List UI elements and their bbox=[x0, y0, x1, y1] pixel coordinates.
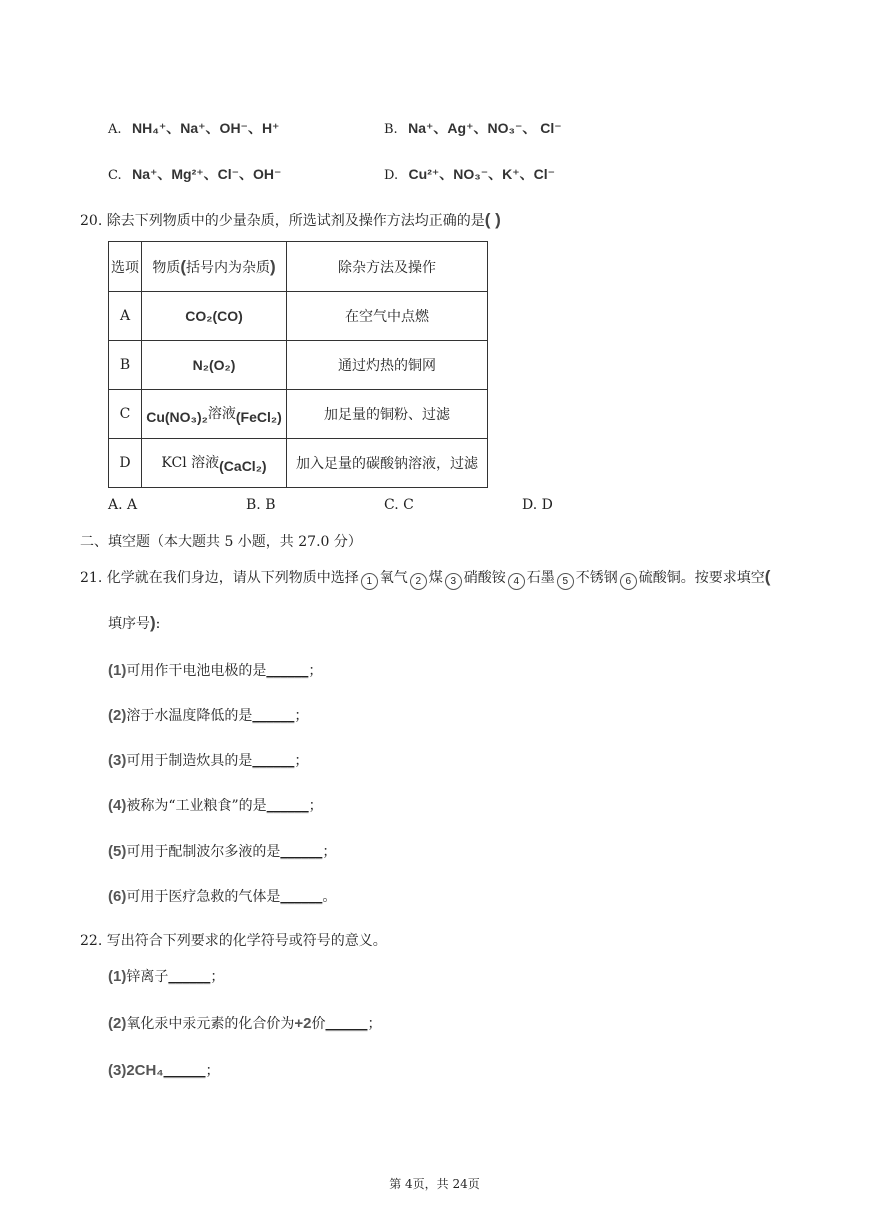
row-option: A bbox=[109, 292, 142, 341]
option-letter: C. bbox=[108, 168, 122, 183]
row-option: D bbox=[109, 439, 142, 488]
q20-stem bbox=[80, 210, 501, 230]
q21-stem: 21. 化学就在我们身边，请从下列物质中选择 1 氧气 2 煤 3 硝酸铵 4 石墨 5 不锈钢 6 硫酸铜。按要求填空( bbox=[80, 567, 770, 590]
row-substance: N₂(O₂) bbox=[142, 341, 287, 390]
q21-sub-1: (1)可用作干电池电极的是______； bbox=[108, 662, 323, 679]
q19-option-a bbox=[108, 118, 279, 138]
q21-sub-4: (4)被称为“工业粮食”的是______； bbox=[108, 797, 323, 814]
row-substance: KCl 溶液(CaCl₂) bbox=[142, 439, 287, 488]
q21-sub-2: (2)溶于水温度降低的是______； bbox=[108, 707, 309, 724]
q21-sub-5: (5)可用于配制波尔多液的是______； bbox=[108, 843, 337, 860]
q22-sub-1: (1)锌离子______； bbox=[108, 968, 225, 985]
row-method: 加足量的铜粉、过滤 bbox=[287, 390, 488, 439]
option-letter: B. bbox=[384, 122, 398, 137]
q22-sub-2: (2)氧化汞中汞元素的化合价为+2价______； bbox=[108, 1015, 382, 1032]
option-letter: A. bbox=[108, 122, 122, 137]
q20-answer-a: A. A bbox=[108, 497, 138, 513]
circled-number: 2 bbox=[410, 573, 427, 590]
row-method: 加入足量的碳酸钠溶液，过滤 bbox=[287, 439, 488, 488]
circled-number: 4 bbox=[508, 573, 525, 590]
circled-number: 1 bbox=[361, 573, 378, 590]
section-heading: 二、填空题（本大题共 5 小题，共 27.0 分） bbox=[80, 534, 362, 550]
header-option: 选项 bbox=[109, 242, 142, 292]
q19-option-d bbox=[384, 164, 555, 184]
q20-answer-c: C. C bbox=[384, 497, 414, 513]
table-row bbox=[109, 341, 488, 390]
table-row bbox=[109, 439, 488, 488]
q21-sub-6: (6)可用于医疗急救的气体是______。 bbox=[108, 888, 337, 905]
q20-answer-d: D. D bbox=[522, 497, 553, 513]
circled-number: 3 bbox=[445, 573, 462, 590]
q22-sub-3: (3)2CH₄______； bbox=[108, 1062, 220, 1079]
answer-paren: ( ) bbox=[484, 210, 501, 229]
q19-option-c bbox=[108, 164, 281, 184]
row-substance: CO₂(CO) bbox=[142, 292, 287, 341]
q20-table bbox=[108, 241, 488, 488]
header-substance: 物质(括号内为杂质) bbox=[142, 242, 287, 292]
question-text: 20. 除去下列物质中的少量杂质，所选试剂及操作方法均正确的是 bbox=[80, 213, 485, 229]
header-method: 除杂方法及操作 bbox=[287, 242, 488, 292]
circled-number: 5 bbox=[557, 573, 574, 590]
q21-sub-3: (3)可用于制造炊具的是______； bbox=[108, 752, 309, 769]
option-ions: Na⁺、Ag⁺、NO₃⁻、 Cl⁻ bbox=[408, 120, 562, 136]
q20-answer-b: B. B bbox=[246, 497, 276, 513]
option-letter: D. bbox=[384, 168, 399, 183]
q22-stem: 22. 写出符合下列要求的化学符号或符号的意义。 bbox=[80, 933, 387, 949]
row-option: B bbox=[109, 341, 142, 390]
valence: +2 bbox=[294, 1015, 312, 1032]
table-row bbox=[109, 390, 488, 439]
q19-option-b bbox=[384, 118, 562, 138]
table-row bbox=[109, 292, 488, 341]
table-header-row bbox=[109, 242, 488, 292]
option-ions: NH₄⁺、Na⁺、OH⁻、H⁺ bbox=[131, 120, 280, 136]
q21-stem-cont: 填序号): bbox=[108, 613, 161, 632]
row-method: 在空气中点燃 bbox=[287, 292, 488, 341]
row-method: 通过灼热的铜网 bbox=[287, 341, 488, 390]
circled-number: 6 bbox=[620, 573, 637, 590]
page-footer: 第 4页，共 24页 bbox=[389, 1177, 480, 1191]
option-ions: Cu²⁺、NO₃⁻、K⁺、Cl⁻ bbox=[408, 166, 556, 182]
row-option: C bbox=[109, 390, 142, 439]
option-ions: Na⁺、Mg²⁺、Cl⁻、OH⁻ bbox=[132, 166, 282, 182]
row-substance: Cu(NO₃)₂溶液(FeCl₂) bbox=[142, 390, 287, 439]
